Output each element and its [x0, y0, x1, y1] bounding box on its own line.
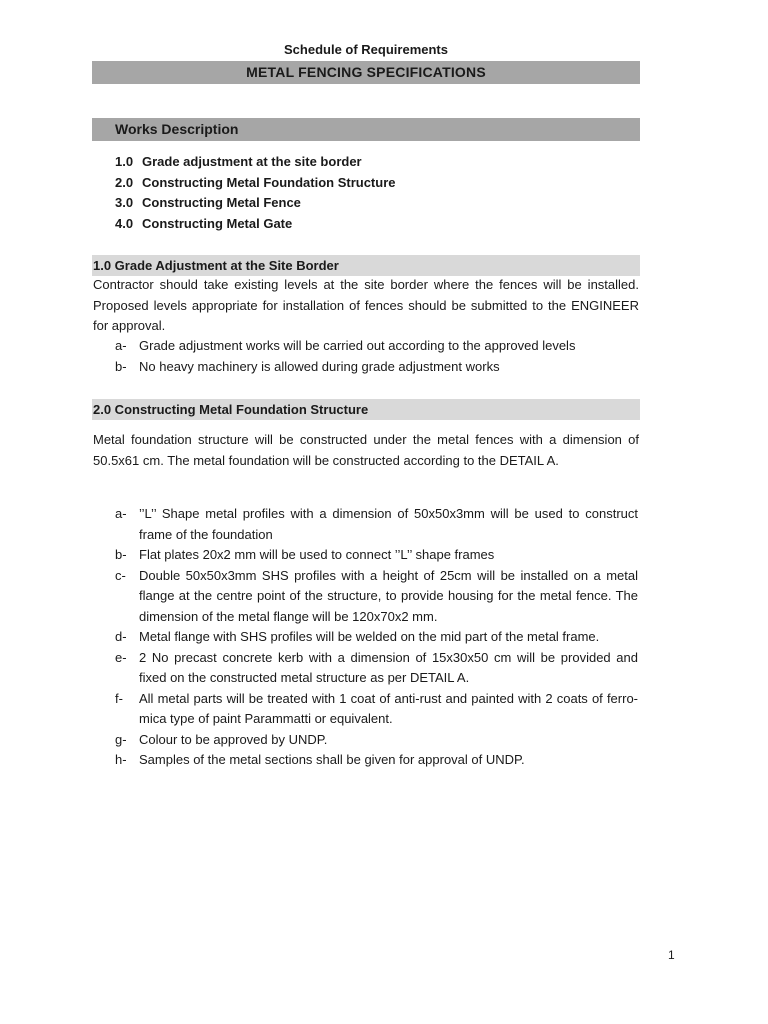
works-list [115, 152, 396, 234]
item-marker: g- [115, 731, 127, 747]
item-label: Constructing Metal Foundation Structure [142, 174, 396, 190]
item-text: Double 50x50x3mm SHS profiles with a height of 25cm will be installed on a metal flange at the centre point of the structure, to provide housing for the metal fence. The dimension of the metal flange will be 120x70x2 mm. [139, 567, 638, 624]
item-marker: b- [115, 547, 127, 562]
section-1-paragraph: Contractor should take existing levels at the site border where the fences will be installed. Proposed levels appropriate for installation of fences should be submitted to the ENGINEER for approval. [93, 277, 639, 333]
item-number: 3.0 [115, 195, 134, 210]
list-item [115, 648, 638, 689]
section-2-list [115, 504, 638, 771]
list-item [115, 689, 638, 730]
item-text: Grade adjustment works will be carried out according to the approved levels [139, 338, 576, 353]
item-text: Colour to be approved by UNDP. [139, 731, 328, 747]
list-item [115, 566, 638, 628]
works-description-label: Works Description [115, 121, 239, 137]
list-item [115, 152, 396, 173]
section-1-title: 1.0 Grade Adjustment at the Site Border [93, 258, 339, 273]
list-item [115, 357, 638, 378]
section-2-paragraph: Metal foundation structure will be constructed under the metal fences with a dimension of 50.5x61 cm. The metal foundation will be constructed according to the DETAIL A. [93, 432, 639, 468]
item-text: ’’L’’ Shape metal profiles with a dimension of 50x50x3mm will be used to construct frame of the foundation [139, 506, 638, 542]
list-item [115, 730, 638, 751]
item-text: Metal flange with SHS profiles will be welded on the mid part of the metal frame. [139, 629, 600, 644]
item-number: 2.0 [115, 174, 134, 190]
item-marker: d- [115, 629, 127, 644]
list-item [115, 627, 638, 648]
item-number: 1.0 [115, 154, 134, 169]
document-title: Schedule of Requirements [284, 42, 448, 57]
section-1-list [115, 336, 638, 377]
item-marker: h- [115, 752, 127, 767]
works-description-header [92, 118, 640, 141]
item-label: Constructing Metal Gate [142, 215, 293, 231]
section-2-title: 2.0 Constructing Metal Foundation Structure [93, 402, 369, 417]
item-marker: a- [115, 506, 127, 521]
section-2-header [92, 399, 640, 420]
list-item [115, 545, 638, 566]
item-marker: a- [115, 338, 127, 353]
item-text: All metal parts will be treated with 1 coat of anti-rust and painted with 2 coats of ferro-mica type of paint Parammatti or equivalent. [139, 690, 638, 726]
item-text: Samples of the metal sections shall be given for approval of UNDP. [139, 752, 525, 767]
item-marker: f- [115, 690, 123, 706]
item-number: 4.0 [115, 215, 134, 231]
page-number: 1 [668, 948, 675, 962]
item-text: 2 No precast concrete kerb with a dimension of 15x30x50 cm will be provided and fixed on the constructed metal structure as per DETAIL A. [139, 649, 638, 685]
item-label: Constructing Metal Fence [142, 195, 301, 210]
item-text: No heavy machinery is allowed during grade adjustment works [139, 358, 500, 374]
item-marker: c- [115, 567, 126, 583]
list-item [115, 336, 638, 357]
item-label: Grade adjustment at the site border [142, 154, 362, 169]
section-1-header [92, 255, 640, 276]
item-text: Flat plates 20x2 mm will be used to connect ’’L’’ shape frames [139, 547, 495, 562]
spec-header: METAL FENCING SPECIFICATIONS [92, 61, 640, 84]
item-marker: b- [115, 358, 127, 374]
item-marker: e- [115, 649, 127, 665]
list-item [115, 504, 638, 545]
list-item [115, 193, 396, 214]
list-item [115, 173, 396, 194]
list-item [115, 750, 638, 771]
list-item [115, 214, 396, 235]
